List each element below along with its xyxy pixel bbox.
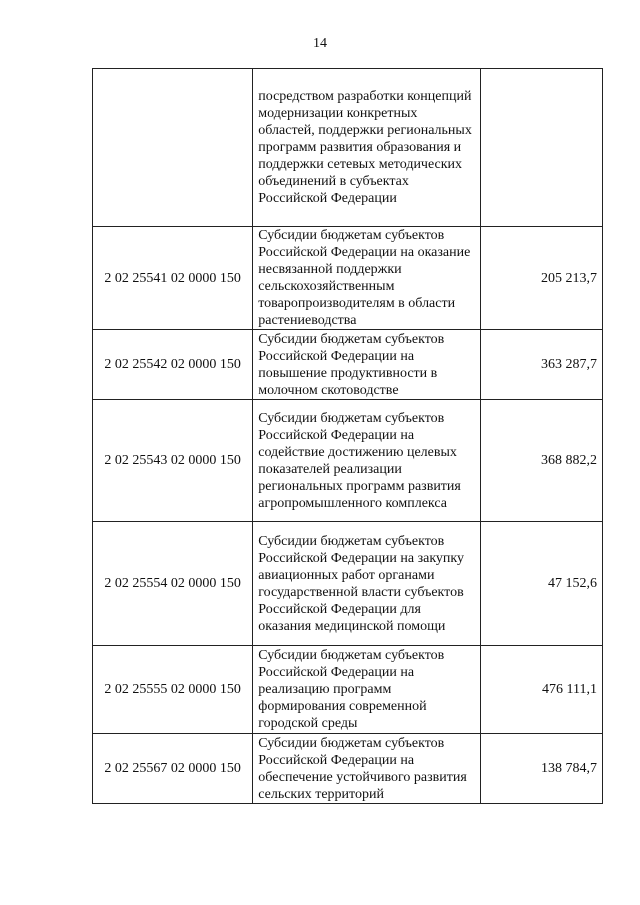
table-cell-code: 2 02 25543 02 0000 150	[93, 400, 253, 522]
table-row	[93, 400, 603, 522]
table-cell-description: Субсидии бюджетам субъектов Российской Федерации на повышение продуктивности в молочном скотоводстве	[253, 330, 481, 400]
table-cell-code: 2 02 25554 02 0000 150	[93, 522, 253, 646]
table-cell-description: Субсидии бюджетам субъектов Российской Федерации на обеспечение устойчивого развития сельских территорий	[253, 734, 481, 804]
table-cell-description: Субсидии бюджетам субъектов Российской Федерации на содействие достижению целевых показателей реализации региональных программ развития агропромышленного комплекса	[253, 400, 481, 522]
table-row	[93, 522, 603, 646]
table-cell-amount: 47 152,6	[481, 522, 603, 646]
table-row	[93, 227, 603, 330]
table-cell-amount: 368 882,2	[481, 400, 603, 522]
table-row	[93, 69, 603, 227]
table-cell-description: Субсидии бюджетам субъектов Российской Федерации на закупку авиационных работ органами государственной власти субъектов Российской Федерации для оказания медицинской помощи	[253, 522, 481, 646]
table-cell-description: Субсидии бюджетам субъектов Российской Федерации на оказание несвязанной поддержки сельскохозяйственным товаропроизводителям в области растениеводства	[253, 227, 481, 330]
table-cell-code: 2 02 25555 02 0000 150	[93, 646, 253, 734]
table-cell-code	[93, 69, 253, 227]
table-cell-amount: 205 213,7	[481, 227, 603, 330]
table-cell-amount: 363 287,7	[481, 330, 603, 400]
table-cell-code: 2 02 25542 02 0000 150	[93, 330, 253, 400]
table-cell-description: посредством разработки концепций модернизации конкретных областей, поддержки региональных программ развития образования и поддержки сетевых методических объединений в субъектах Российской Федерации	[253, 69, 481, 227]
table-row	[93, 646, 603, 734]
table-cell-amount	[481, 69, 603, 227]
table-row	[93, 330, 603, 400]
table-cell-amount: 138 784,7	[481, 734, 603, 804]
table-row	[93, 734, 603, 804]
page-number: 14	[313, 36, 327, 51]
table-cell-description: Субсидии бюджетам субъектов Российской Федерации на реализацию программ формирования современной городской среды	[253, 646, 481, 734]
table-cell-code: 2 02 25541 02 0000 150	[93, 227, 253, 330]
table-cell-amount: 476 111,1	[481, 646, 603, 734]
table-cell-code: 2 02 25567 02 0000 150	[93, 734, 253, 804]
budget-table	[92, 68, 603, 804]
